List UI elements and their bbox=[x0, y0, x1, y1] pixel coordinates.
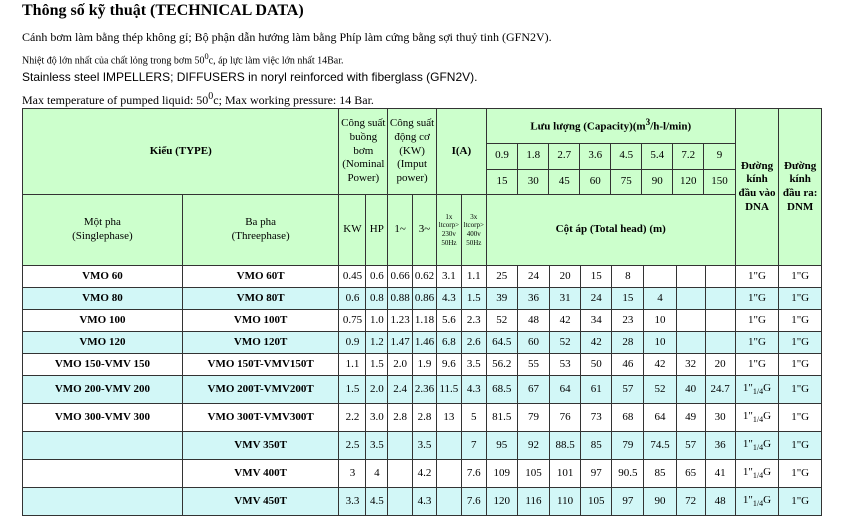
i3-cell: 1.5 bbox=[461, 288, 486, 310]
i1-cell bbox=[436, 488, 461, 516]
table-row bbox=[23, 266, 822, 288]
inlet-diameter-cell: 1"G bbox=[735, 310, 779, 332]
head-cell: 61 bbox=[581, 376, 612, 404]
head-cell: 109 bbox=[486, 460, 517, 488]
head-cell: 15 bbox=[612, 288, 644, 310]
i1-cell: 9.6 bbox=[436, 354, 461, 376]
head-cell: 85 bbox=[644, 460, 676, 488]
head-cell bbox=[676, 332, 705, 354]
table-row bbox=[23, 404, 822, 432]
inlet-diameter-cell: $1"_{1/4}G$ bbox=[735, 376, 779, 404]
head-cell: 24 bbox=[517, 266, 549, 288]
technical-data-table bbox=[22, 108, 822, 516]
hp-cell: 2.0 bbox=[366, 376, 388, 404]
head-cell: 48 bbox=[705, 488, 735, 516]
head-cell: 41 bbox=[705, 460, 735, 488]
head-cell: 53 bbox=[550, 354, 581, 376]
head-cell: 52 bbox=[550, 332, 581, 354]
i3-cell: 2.6 bbox=[461, 332, 486, 354]
inlet-diameter-cell: $1"_{1/4}G$ bbox=[735, 432, 779, 460]
inlet-diameter-header: Đường kính đầu vào DNA bbox=[735, 109, 779, 266]
head-cell: 48 bbox=[517, 310, 549, 332]
head-cell bbox=[705, 332, 735, 354]
total-head-header: Cột áp (Total head) (m) bbox=[486, 195, 735, 266]
head-cell: 101 bbox=[550, 460, 581, 488]
inlet-diameter-cell: $1"_{1/4}G$ bbox=[735, 460, 779, 488]
outlet-diameter-cell: 1"G bbox=[779, 404, 822, 432]
hp-cell: 1.5 bbox=[366, 354, 388, 376]
threephase-model: VMO 150T-VMV150T bbox=[182, 354, 339, 376]
head-cell: 57 bbox=[676, 432, 705, 460]
threephase-model: VMO 300T-VMV300T bbox=[182, 404, 339, 432]
head-cell: 52 bbox=[486, 310, 517, 332]
head-cell: 64.5 bbox=[486, 332, 517, 354]
outlet-diameter-cell: 1"G bbox=[779, 354, 822, 376]
head-cell: 110 bbox=[550, 488, 581, 516]
p1-cell bbox=[388, 488, 413, 516]
p3-cell: 4.2 bbox=[413, 460, 437, 488]
threephase-model: VMV 350T bbox=[182, 432, 339, 460]
outlet-diameter-cell: 1"G bbox=[779, 266, 822, 288]
head-cell: 105 bbox=[517, 460, 549, 488]
kw-cell: 0.9 bbox=[339, 332, 366, 354]
hp-cell: 4.5 bbox=[366, 488, 388, 516]
head-cell: 36 bbox=[517, 288, 549, 310]
table-row bbox=[23, 432, 822, 460]
head-cell: 90 bbox=[644, 488, 676, 516]
i1-cell: 13 bbox=[436, 404, 461, 432]
kw-cell: 1.5 bbox=[339, 376, 366, 404]
head-cell: 25 bbox=[486, 266, 517, 288]
kw-cell: 0.75 bbox=[339, 310, 366, 332]
head-cell: 10 bbox=[644, 310, 676, 332]
head-cell: 95 bbox=[486, 432, 517, 460]
inlet-diameter-cell: 1"G bbox=[735, 266, 779, 288]
head-cell: 34 bbox=[581, 310, 612, 332]
p3-cell: 3.5 bbox=[413, 432, 437, 460]
kw-cell: 3 bbox=[339, 460, 366, 488]
outlet-diameter-cell: 1"G bbox=[779, 432, 822, 460]
singlephase-header: Một pha (Singlephase) bbox=[23, 195, 183, 266]
head-cell: 68.5 bbox=[486, 376, 517, 404]
singlephase-model: VMO 60 bbox=[23, 266, 183, 288]
head-cell: 15 bbox=[581, 266, 612, 288]
capacity-values: 0.9 1.8 2.7 3.6 4.5 5.4 7.2 9 15 30 45 60 75 90 120 150 bbox=[487, 144, 735, 194]
head-cell: 105 bbox=[581, 488, 612, 516]
head-cell bbox=[705, 266, 735, 288]
i3-cell: 2.3 bbox=[461, 310, 486, 332]
table-row bbox=[23, 310, 822, 332]
p1-cell bbox=[388, 460, 413, 488]
table-body bbox=[23, 266, 822, 516]
hp-cell: 0.6 bbox=[366, 266, 388, 288]
head-cell: 56.2 bbox=[486, 354, 517, 376]
head-cell: 36 bbox=[705, 432, 735, 460]
outlet-diameter-cell: 1"G bbox=[779, 488, 822, 516]
kw-cell: 1.1 bbox=[339, 354, 366, 376]
inlet-diameter-cell: 1"G bbox=[735, 354, 779, 376]
head-cell: 79 bbox=[517, 404, 549, 432]
threephase-model: VMV 400T bbox=[182, 460, 339, 488]
description-en-2: Max temperature of pumped liquid: $50^0c$; Max working pressure: 14 Bar. bbox=[22, 91, 374, 107]
head-cell: 8 bbox=[612, 266, 644, 288]
pump-power-header: Công suất buồng bơm (Nominal Power) bbox=[339, 109, 388, 195]
singlephase-model bbox=[23, 432, 183, 460]
inlet-diameter-cell: $1"_{1/4}G$ bbox=[735, 488, 779, 516]
hp-cell: 4 bbox=[366, 460, 388, 488]
i1-cell: 4.3 bbox=[436, 288, 461, 310]
p1-cell: 1.47 bbox=[388, 332, 413, 354]
head-cell: 10 bbox=[644, 332, 676, 354]
head-cell: 85 bbox=[581, 432, 612, 460]
head-cell: 64 bbox=[644, 404, 676, 432]
threephase-model: VMV 450T bbox=[182, 488, 339, 516]
singlephase-model: VMO 200-VMV 200 bbox=[23, 376, 183, 404]
threephase-model: VMO 200T-VMV200T bbox=[182, 376, 339, 404]
head-cell: 67 bbox=[517, 376, 549, 404]
three-phase-power-header: 3~ bbox=[413, 195, 437, 266]
head-cell bbox=[676, 288, 705, 310]
outlet-diameter-cell: 1"G bbox=[779, 460, 822, 488]
i3-cell: 4.3 bbox=[461, 376, 486, 404]
head-cell: 42 bbox=[644, 354, 676, 376]
head-cell: 4 bbox=[644, 288, 676, 310]
i1-cell: 3.1 bbox=[436, 266, 461, 288]
inlet-diameter-cell: $1"_{1/4}G$ bbox=[735, 404, 779, 432]
head-cell: 32 bbox=[676, 354, 705, 376]
singlephase-model bbox=[23, 460, 183, 488]
outlet-diameter-cell: 1"G bbox=[779, 376, 822, 404]
i3-cell: 5 bbox=[461, 404, 486, 432]
head-cell: 65 bbox=[676, 460, 705, 488]
capacity-header: Lưu lượng $(Capacity)(m^3/h-l/\min)$ bbox=[486, 109, 735, 144]
head-cell: 40 bbox=[676, 376, 705, 404]
p3-cell: 0.62 bbox=[413, 266, 437, 288]
p3-cell: 1.18 bbox=[413, 310, 437, 332]
head-cell: 97 bbox=[581, 460, 612, 488]
head-cell: 28 bbox=[612, 332, 644, 354]
i3-cell: 7 bbox=[461, 432, 486, 460]
kw-header: KW bbox=[339, 195, 366, 266]
head-cell bbox=[676, 266, 705, 288]
inlet-diameter-cell: 1"G bbox=[735, 332, 779, 354]
kw-cell: 0.45 bbox=[339, 266, 366, 288]
head-cell: 42 bbox=[581, 332, 612, 354]
description-en-1: Stainless steel IMPELLERS; DIFFUSERS in noryl reinforced with fiberglass (GFN2V). bbox=[22, 70, 478, 84]
head-cell: 42 bbox=[550, 310, 581, 332]
head-cell: 116 bbox=[517, 488, 549, 516]
head-cell: 120 bbox=[486, 488, 517, 516]
p1-cell: 2.8 bbox=[388, 404, 413, 432]
p1-cell: 2.0 bbox=[388, 354, 413, 376]
i3-cell: 1.1 bbox=[461, 266, 486, 288]
head-cell: 90.5 bbox=[612, 460, 644, 488]
i3-cell: 3.5 bbox=[461, 354, 486, 376]
description-vn-1: Cánh bơm làm bằng thép không gỉ; Bộ phận dẫn hướng làm bằng Phíp làm cứng bằng sợi thuỷ tinh (GFN2V). bbox=[22, 30, 552, 44]
head-cell: 57 bbox=[612, 376, 644, 404]
table-row bbox=[23, 332, 822, 354]
head-cell: 50 bbox=[581, 354, 612, 376]
table-row bbox=[23, 488, 822, 516]
table-row bbox=[23, 288, 822, 310]
p1-cell bbox=[388, 432, 413, 460]
head-cell: 24.7 bbox=[705, 376, 735, 404]
i1-cell bbox=[436, 432, 461, 460]
threephase-header: Ba pha (Threephase) bbox=[182, 195, 339, 266]
threephase-model: VMO 100T bbox=[182, 310, 339, 332]
singlephase-model: VMO 100 bbox=[23, 310, 183, 332]
head-cell bbox=[705, 288, 735, 310]
threephase-model: VMO 120T bbox=[182, 332, 339, 354]
current-single-header: 1x ltcorp> 230v 50Hz bbox=[436, 195, 461, 266]
table-row bbox=[23, 460, 822, 488]
p1-cell: 2.4 bbox=[388, 376, 413, 404]
i3-cell: 7.6 bbox=[461, 460, 486, 488]
p3-cell: 0.86 bbox=[413, 288, 437, 310]
head-cell: 64 bbox=[550, 376, 581, 404]
i1-cell: 11.5 bbox=[436, 376, 461, 404]
head-cell: 49 bbox=[676, 404, 705, 432]
p1-cell: 0.88 bbox=[388, 288, 413, 310]
head-cell: 68 bbox=[612, 404, 644, 432]
hp-header: HP bbox=[366, 195, 388, 266]
i3-cell: 7.6 bbox=[461, 488, 486, 516]
kw-cell: 2.2 bbox=[339, 404, 366, 432]
head-cell: 46 bbox=[612, 354, 644, 376]
p3-cell: 1.9 bbox=[413, 354, 437, 376]
singlephase-model: VMO 80 bbox=[23, 288, 183, 310]
head-cell: 60 bbox=[517, 332, 549, 354]
head-cell: 79 bbox=[612, 432, 644, 460]
p3-cell: 2.36 bbox=[413, 376, 437, 404]
type-header: Kiểu (TYPE) bbox=[23, 109, 339, 195]
head-cell: 81.5 bbox=[486, 404, 517, 432]
p3-cell: 4.3 bbox=[413, 488, 437, 516]
singlephase-model: VMO 300-VMV 300 bbox=[23, 404, 183, 432]
current-three-header: 3x ltcorp> 400v 50Hz bbox=[461, 195, 486, 266]
head-cell: 72 bbox=[676, 488, 705, 516]
kw-cell: 3.3 bbox=[339, 488, 366, 516]
p3-cell: 1.46 bbox=[413, 332, 437, 354]
header-row-1 bbox=[23, 109, 822, 144]
singlephase-model: VMO 120 bbox=[23, 332, 183, 354]
head-cell: 88.5 bbox=[550, 432, 581, 460]
kw-cell: 0.6 bbox=[339, 288, 366, 310]
head-cell: 97 bbox=[612, 488, 644, 516]
page-title: Thông số kỹ thuật (TECHNICAL DATA) bbox=[22, 2, 304, 19]
head-cell: 23 bbox=[612, 310, 644, 332]
p1-cell: 0.66 bbox=[388, 266, 413, 288]
head-cell: 20 bbox=[550, 266, 581, 288]
head-cell bbox=[644, 266, 676, 288]
outlet-diameter-cell: 1"G bbox=[779, 332, 822, 354]
head-cell: 31 bbox=[550, 288, 581, 310]
current-header: I(A) bbox=[436, 109, 486, 195]
inlet-diameter-cell: 1"G bbox=[735, 288, 779, 310]
head-cell: 76 bbox=[550, 404, 581, 432]
description-vn-2: Nhiệt độ lớn nhất của chất lỏng trong bơm $50^0c$, áp lực làm việc lớn nhất 14Bar. bbox=[22, 52, 344, 67]
motor-power-header: Công suất động cơ (KW) (Imput power) bbox=[388, 109, 437, 195]
hp-cell: 3.0 bbox=[366, 404, 388, 432]
singlephase-model: VMO 150-VMV 150 bbox=[23, 354, 183, 376]
p1-cell: 1.23 bbox=[388, 310, 413, 332]
outlet-diameter-header: Đường kính đầu ra: DNM bbox=[779, 109, 822, 266]
i1-cell bbox=[436, 460, 461, 488]
i1-cell: 6.8 bbox=[436, 332, 461, 354]
head-cell: 55 bbox=[517, 354, 549, 376]
table-row bbox=[23, 376, 822, 404]
hp-cell: 1.0 bbox=[366, 310, 388, 332]
table-row bbox=[23, 354, 822, 376]
threephase-model: VMO 60T bbox=[182, 266, 339, 288]
outlet-diameter-cell: 1"G bbox=[779, 288, 822, 310]
kw-cell: 2.5 bbox=[339, 432, 366, 460]
head-cell: 92 bbox=[517, 432, 549, 460]
head-cell bbox=[676, 310, 705, 332]
threephase-model: VMO 80T bbox=[182, 288, 339, 310]
single-phase-power-header: 1~ bbox=[388, 195, 413, 266]
p3-cell: 2.8 bbox=[413, 404, 437, 432]
header-row-3 bbox=[23, 195, 822, 266]
head-cell: 24 bbox=[581, 288, 612, 310]
i1-cell: 5.6 bbox=[436, 310, 461, 332]
hp-cell: 3.5 bbox=[366, 432, 388, 460]
outlet-diameter-cell: 1"G bbox=[779, 310, 822, 332]
head-cell: 74.5 bbox=[644, 432, 676, 460]
head-cell: 39 bbox=[486, 288, 517, 310]
head-cell: 52 bbox=[644, 376, 676, 404]
singlephase-model bbox=[23, 488, 183, 516]
head-cell bbox=[705, 310, 735, 332]
head-cell: 20 bbox=[705, 354, 735, 376]
head-cell: 30 bbox=[705, 404, 735, 432]
head-cell: 73 bbox=[581, 404, 612, 432]
hp-cell: 1.2 bbox=[366, 332, 388, 354]
hp-cell: 0.8 bbox=[366, 288, 388, 310]
